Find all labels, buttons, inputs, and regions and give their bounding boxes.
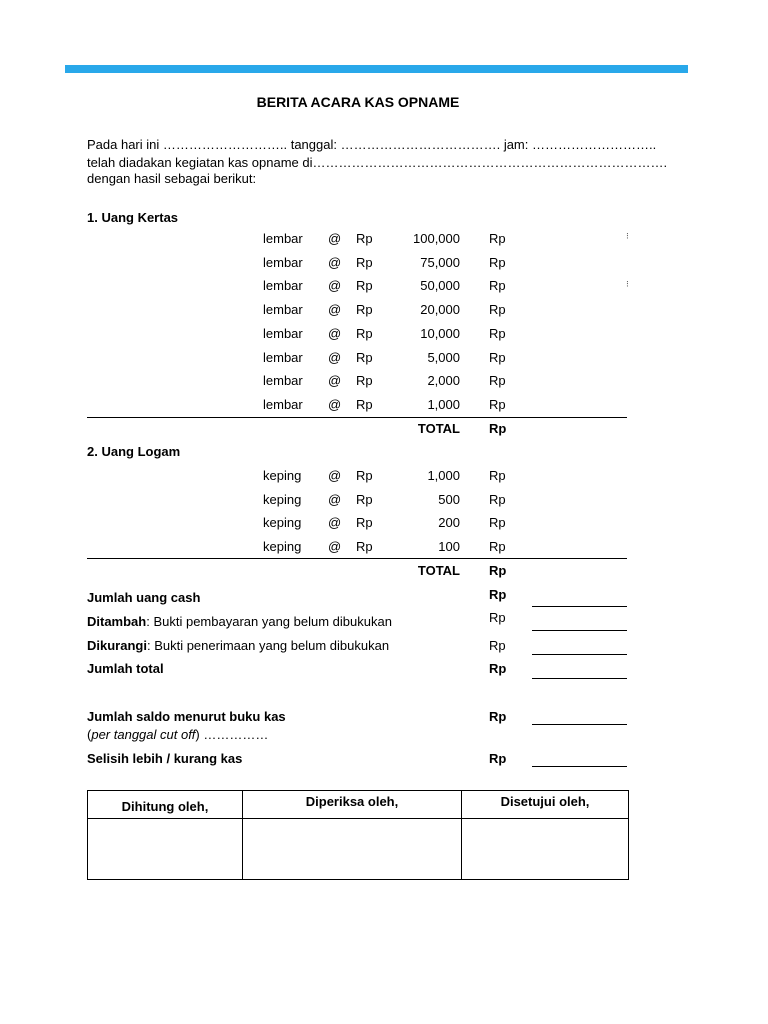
currency-label: Rp <box>356 373 373 389</box>
unit-label: lembar <box>263 373 303 389</box>
currency-label: Rp <box>356 491 373 507</box>
jumlah-total-rp: Rp <box>489 661 507 676</box>
currency-label: Rp <box>356 538 373 554</box>
currency-label: Rp <box>489 396 506 412</box>
signature-header-dihitung: Dihitung oleh, <box>88 791 243 819</box>
divider-line <box>87 558 627 559</box>
currency-label: Rp <box>356 396 373 412</box>
document-title: BERITA ACARA KAS OPNAME <box>256 94 460 110</box>
currency-label: Rp <box>489 468 506 483</box>
unit-label: lembar <box>263 231 303 246</box>
at-sign: @ <box>328 325 342 341</box>
currency-label: Rp <box>489 538 506 554</box>
currency-label: Rp <box>356 231 373 246</box>
ditambah-row <box>87 614 392 629</box>
dikurangi-rp: Rp <box>489 638 506 653</box>
denomination-value: 1,000 <box>427 396 460 412</box>
at-sign: @ <box>328 278 342 294</box>
saldo-note <box>87 727 268 742</box>
ditambah-text: : Bukti pembayaran yang belum dibukukan <box>146 614 392 629</box>
denomination-row <box>0 255 768 275</box>
denomination-value: 50,000 <box>420 278 460 294</box>
at-sign: @ <box>328 468 342 483</box>
saldo-amount-line <box>532 724 627 725</box>
currency-label: Rp <box>356 278 373 294</box>
signature-cell-diperiksa[interactable] <box>243 819 462 880</box>
header-accent-bar <box>65 65 688 73</box>
total-label-kertas: TOTAL <box>417 421 460 436</box>
denomination-row <box>0 397 768 417</box>
unit-label: keping <box>263 491 302 507</box>
denomination-value: 10,000 <box>420 325 460 341</box>
at-sign: @ <box>328 254 342 270</box>
at-sign: @ <box>328 538 342 554</box>
saldo-note-italic: per tanggal cut off <box>91 727 196 742</box>
currency-label: Rp <box>356 302 373 318</box>
denomination-value: 2,000 <box>427 373 460 389</box>
currency-label: Rp <box>489 325 506 341</box>
at-sign: @ <box>328 373 342 389</box>
denomination-value: 20,000 <box>420 302 460 318</box>
unit-label: keping <box>263 468 302 483</box>
saldo-rp: Rp <box>489 709 507 724</box>
denomination-value: 5,000 <box>427 349 460 365</box>
section-heading-uang-kertas: 1. Uang Kertas <box>87 210 179 225</box>
denomination-row <box>0 231 768 251</box>
currency-label: Rp <box>356 515 373 530</box>
divider-line <box>87 417 627 418</box>
denomination-row <box>0 350 768 370</box>
cell-marker: ⁝ <box>626 279 629 289</box>
currency-label: Rp <box>489 302 506 318</box>
denomination-row <box>0 539 768 559</box>
denomination-row <box>0 468 768 488</box>
dikurangi-label: Dikurangi <box>87 638 147 653</box>
ditambah-rp: Rp <box>489 610 506 625</box>
currency-label: Rp <box>356 468 373 483</box>
signature-cell-dihitung[interactable] <box>88 819 243 880</box>
currency-label: Rp <box>489 491 506 507</box>
total-rp-kertas: Rp <box>489 421 507 436</box>
cell-marker: ⁝ <box>626 231 629 241</box>
intro-line-3: dengan hasil sebagai berikut: <box>87 171 257 186</box>
signature-header-diperiksa: Diperiksa oleh, <box>243 791 462 819</box>
denomination-row <box>0 515 768 535</box>
signature-table <box>87 790 629 880</box>
denomination-value: 100,000 <box>413 231 460 246</box>
denomination-value: 200 <box>438 515 460 530</box>
ditambah-amount-line <box>532 630 627 631</box>
intro-line-1: Pada hari ini ……………………….. tanggal: ………………………………. jam: ……………………….. <box>87 137 657 152</box>
currency-label: Rp <box>489 515 506 530</box>
cash-amount-line <box>532 606 627 607</box>
denomination-row <box>0 278 768 298</box>
denomination-row <box>0 326 768 346</box>
intro-line-2: telah diadakan kegiatan kas opname di………………………………………………………………………. <box>87 155 668 170</box>
currency-label: Rp <box>489 373 506 389</box>
saldo-note-open: ( <box>87 727 92 742</box>
section-heading-uang-logam: 2. Uang Logam <box>87 444 181 459</box>
unit-label: keping <box>263 515 302 530</box>
currency-label: Rp <box>489 254 506 270</box>
selisih-label: Selisih lebih / kurang kas <box>87 751 243 766</box>
denomination-value: 500 <box>438 491 460 507</box>
unit-label: keping <box>263 538 302 554</box>
unit-label: lembar <box>263 278 303 294</box>
unit-label: lembar <box>263 325 303 341</box>
at-sign: @ <box>328 231 342 246</box>
cash-rp: Rp <box>489 587 507 602</box>
unit-label: lembar <box>263 254 303 270</box>
dikurangi-text: : Bukti penerimaan yang belum dibukukan <box>146 638 390 653</box>
denomination-value: 1,000 <box>427 468 460 483</box>
denomination-row <box>0 373 768 393</box>
cash-label: Jumlah uang cash <box>87 590 201 605</box>
at-sign: @ <box>328 491 342 507</box>
unit-label: lembar <box>263 349 303 365</box>
signature-header-disetujui: Disetujui oleh, <box>462 791 629 819</box>
currency-label: Rp <box>489 349 506 365</box>
currency-label: Rp <box>356 254 373 270</box>
unit-label: lembar <box>263 302 303 318</box>
at-sign: @ <box>328 396 342 412</box>
ditambah-label: Ditambah <box>87 614 147 629</box>
total-rp-logam: Rp <box>489 563 507 578</box>
total-label-logam: TOTAL <box>417 563 460 578</box>
selisih-rp: Rp <box>489 751 507 766</box>
saldo-note-rest: ) …………… <box>195 727 269 742</box>
at-sign: @ <box>328 515 342 530</box>
denomination-row <box>0 302 768 322</box>
at-sign: @ <box>328 349 342 365</box>
denomination-value: 75,000 <box>420 254 460 270</box>
denomination-row <box>0 492 768 512</box>
saldo-label: Jumlah saldo menurut buku kas <box>87 709 286 724</box>
unit-label: lembar <box>263 396 303 412</box>
signature-cell-disetujui[interactable] <box>462 819 629 880</box>
denomination-value: 100 <box>438 538 460 554</box>
currency-label: Rp <box>356 349 373 365</box>
dikurangi-amount-line <box>532 654 627 655</box>
jumlah-total-line <box>532 678 627 679</box>
currency-label: Rp <box>489 231 506 246</box>
currency-label: Rp <box>356 325 373 341</box>
selisih-amount-line <box>532 766 627 767</box>
dikurangi-row <box>87 638 389 653</box>
at-sign: @ <box>328 302 342 318</box>
jumlah-total-label: Jumlah total <box>87 661 164 676</box>
currency-label: Rp <box>489 278 506 294</box>
